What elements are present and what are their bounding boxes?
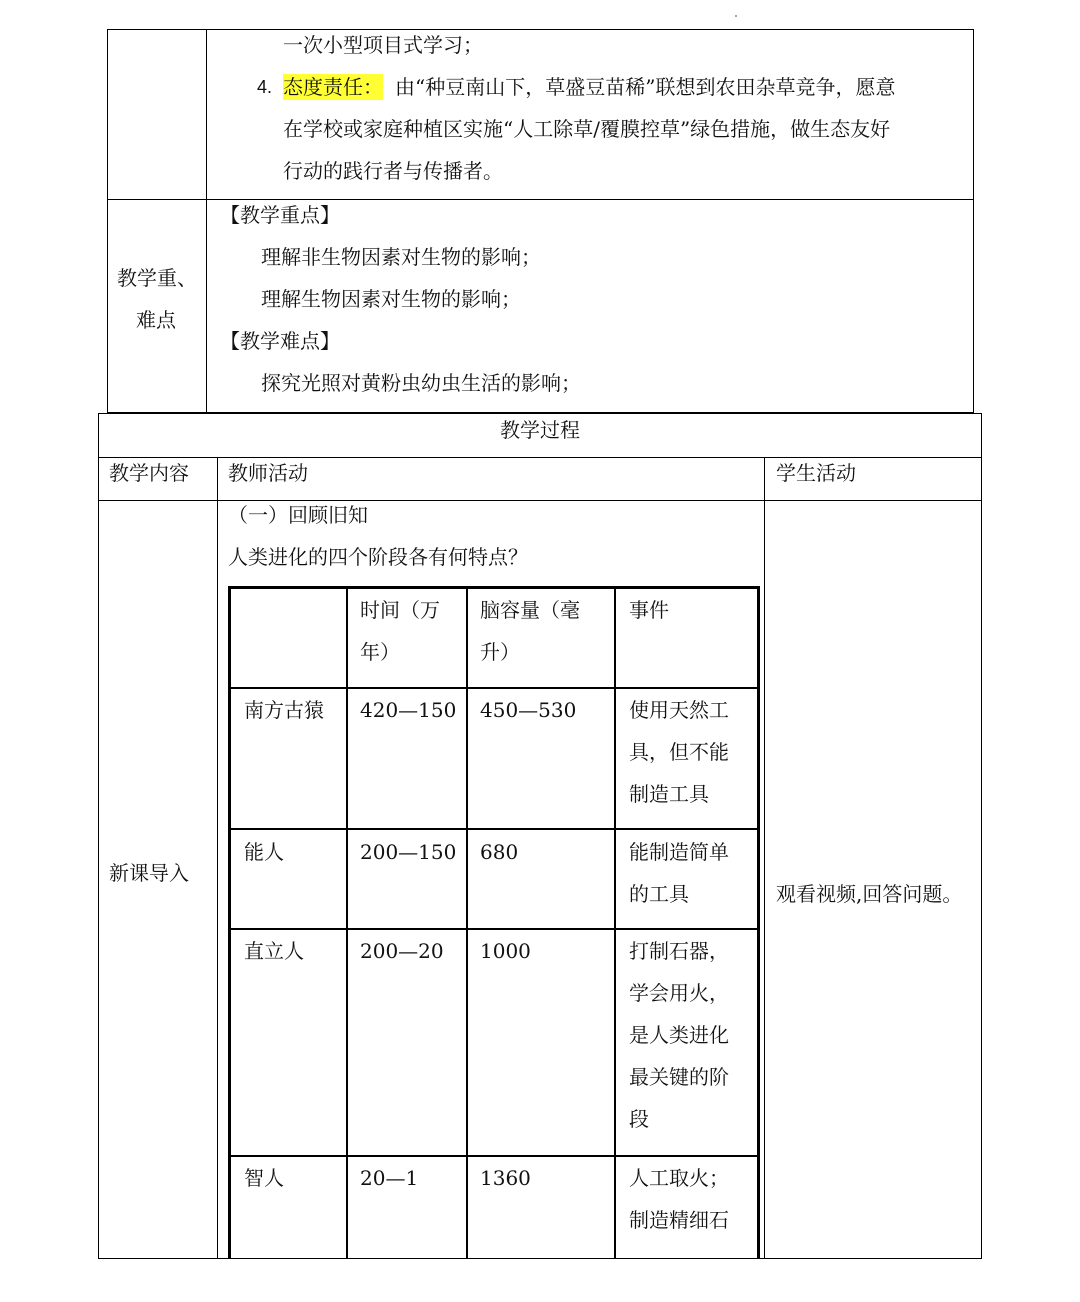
focus-item: 理解非生物因素对生物的影响； xyxy=(261,245,541,269)
evolution-cell-event: 打制石器， xyxy=(629,939,729,963)
evolution-cell-brain: 1000 xyxy=(480,939,531,963)
evolution-header-brain: 脑容量（毫 xyxy=(480,598,580,622)
evolution-cell-event: 最关键的阶 xyxy=(629,1065,729,1089)
evolution-cell-brain: 450—530 xyxy=(480,698,577,722)
evolution-header-event: 事件 xyxy=(629,598,669,622)
evolution-cell-event: 使用天然工 xyxy=(629,698,729,722)
evolution-cell-event: 段 xyxy=(629,1107,649,1131)
goal-continuation-line: 一次小型项目式学习； xyxy=(283,33,483,57)
evolution-cell-brain: 1360 xyxy=(480,1166,531,1190)
review-question: 人类进化的四个阶段各有何特点？ xyxy=(228,545,528,569)
evolution-header-time: 时间（万 xyxy=(360,598,440,622)
goal-item-4-number: 4. xyxy=(257,77,273,97)
evolution-cell-stage: 直立人 xyxy=(244,939,304,963)
evolution-cell-stage: 南方古猿 xyxy=(244,698,324,722)
evolution-header-brain: 升） xyxy=(480,640,520,664)
evolution-cell-time: 200—20 xyxy=(360,939,444,963)
goal-item-4-line2: 在学校或家庭种植区实施“人工除草/覆膜控草”绿色措施，做生态友好 xyxy=(283,117,891,141)
evolution-cell-event: 具，但不能 xyxy=(629,740,729,764)
goal-item-4-line3: 行动的践行者与传播者。 xyxy=(283,159,503,183)
evolution-cell-event: 是人类进化 xyxy=(629,1023,729,1047)
evolution-cell-stage: 智人 xyxy=(244,1166,284,1190)
process-title: 教学过程 xyxy=(500,418,580,442)
evolution-cell-brain: 680 xyxy=(480,840,519,864)
difficulty-header: 【教学难点】 xyxy=(220,329,340,353)
evolution-cell-event: 制造精细石 xyxy=(629,1208,729,1232)
column-header-teacher: 教师活动 xyxy=(228,461,308,485)
keypoints-row-label-line1: 教学重、 xyxy=(117,266,197,290)
difficulty-item: 探究光照对黄粉虫幼虫生活的影响； xyxy=(261,371,581,395)
focus-header: 【教学重点】 xyxy=(220,203,340,227)
evolution-cell-event: 学会用火， xyxy=(629,981,729,1005)
evolution-cell-time: 420—150 xyxy=(360,698,457,722)
evolution-cell-event: 能制造简单 xyxy=(629,840,729,864)
evolution-cell-time: 200—150 xyxy=(360,840,457,864)
keypoints-row-label-line2: 难点 xyxy=(136,308,176,332)
student-activity: 观看视频,回答问题。 xyxy=(776,882,963,906)
page-mark-dot xyxy=(735,15,737,17)
evolution-cell-event: 的工具 xyxy=(629,882,689,906)
evolution-cell-event: 人工取火； xyxy=(629,1166,729,1190)
column-header-student: 学生活动 xyxy=(776,461,856,485)
goal-item-4-label: 态度责任： xyxy=(283,75,383,99)
goal-item-4-line1: 由“种豆南山下，草盛豆苗稀”联想到农田杂草竞争，愿意 xyxy=(395,75,896,99)
section-heading: （一）回顾旧知 xyxy=(228,503,368,527)
evolution-cell-time: 20—1 xyxy=(360,1166,419,1190)
evolution-header-time: 年） xyxy=(360,640,400,664)
focus-item: 理解生物因素对生物的影响； xyxy=(261,287,521,311)
section-row-label: 新课导入 xyxy=(109,861,189,885)
evolution-cell-stage: 能人 xyxy=(244,840,284,864)
evolution-cell-event: 制造工具 xyxy=(629,782,709,806)
column-header-content: 教学内容 xyxy=(109,461,189,485)
